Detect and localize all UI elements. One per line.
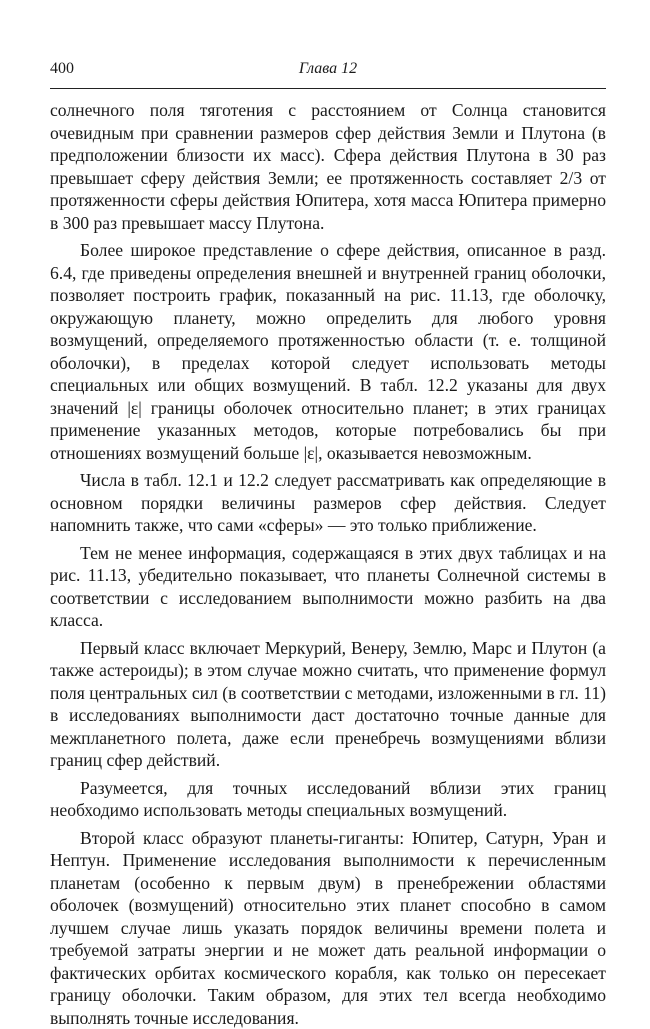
paragraph: Тем не менее информация, содержащаяся в этих двух таблицах и на рис. 11.13, убедительно показывает, что планеты Солнечной системы в соответствии с исследованием выполнимости можно разбить на два класса. [50, 542, 606, 632]
paragraph: Числа в табл. 12.1 и 12.2 следует рассматривать как определяющие в основном порядки величины размеров сфер действия. Следует напомнить также, что сами «сферы» — это только приближение. [50, 469, 606, 537]
paragraph: Более широкое представление о сфере действия, описанное в разд. 6.4, где приведены определения внешней и внутренней границ оболочки, позволяет построить график, показанный на рис. 11.13, где оболочку, окружающую планету, можно определить для любого уровня возмущений, определяемого протяженностью области (т. е. толщиной оболочки), в пределах которой следует использовать методы специальных или общих возмущений. В табл. 12.2 указаны для двух значений |ε| границы оболочек относительно планет; в этих границах применение указанных методов, которые потребовались бы при отношениях возмущений больше |ε|, оказывается невозможным. [50, 239, 606, 464]
paragraph: Первый класс включает Меркурий, Венеру, Землю, Марс и Плутон (а также астероиды); в этом случае можно считать, что применение формул поля центральных сил (в соответствии с методами, изложенными в гл. 11) в исследованиях выполнимости даст достаточно точные данные для межпланетного полета, даже если пренебречь возмущениями вблизи границ сфер действий. [50, 637, 606, 772]
page-header [50, 60, 606, 84]
body-text [50, 99, 606, 1029]
header-rule [50, 88, 606, 89]
paragraph: солнечного поля тяготения с расстоянием от Солнца становится очевидным при сравнении размеров сфер действия Земли и Плутона (в предположении близости их масс). Сфера действия Плутона в 30 раз превышает сферу действия Земли; ее протяженность составляет 2/3 от протяженности сферы действия Юпитера, хотя масса Юпитера примерно в 300 раз превышает массу Плутона. [50, 99, 606, 234]
paragraph: Второй класс образуют планеты-гиганты: Юпитер, Сатурн, Уран и Нептун. Применение исследования выполнимости к перечисленным планетам (особенно к первым двум) в пренебрежении областями оболочек (возмущений) относительно этих планет способно в самом лучшем случае лишь указать порядок величины времени полета и требуемой затраты энергии и не может дать реальной информации о фактических орбитах космического корабля, как только он пересекает границу оболочки. Таким образом, для этих тел всегда необходимо выполнять точные исследования. [50, 827, 606, 1029]
running-title: Глава 12 [50, 60, 606, 78]
page-number: 400 [50, 60, 74, 78]
paragraph: Разумеется, для точных исследований вблизи этих границ необходимо использовать методы специальных возмущений. [50, 777, 606, 822]
